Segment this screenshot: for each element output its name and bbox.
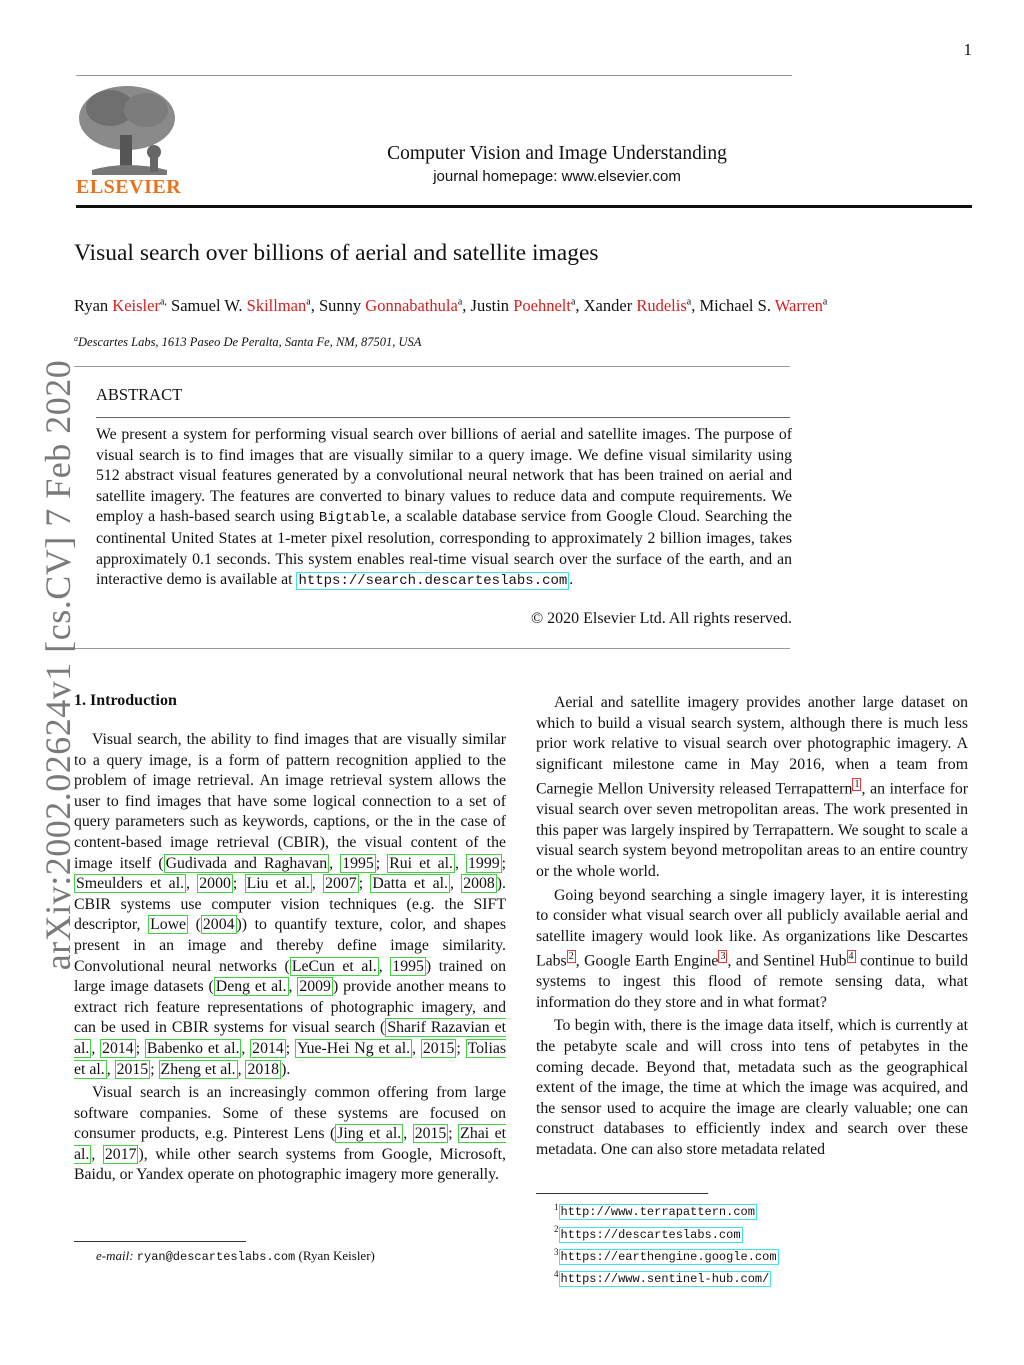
author-last-name[interactable]: Poehnelt — [513, 296, 571, 315]
citation-year-link[interactable]: 2014 — [102, 1039, 134, 1057]
abstract-top-rule — [74, 366, 790, 367]
author-last-name[interactable]: Keisler — [112, 296, 160, 315]
citation-link[interactable]: Deng et al. — [215, 978, 287, 996]
page-number: 1 — [963, 40, 972, 59]
header-top-rule — [76, 75, 792, 76]
author-list: Ryan Keisler$^{a,}$ Samuel W. Skillman$^a$, Sunny Gonnabathula$^a$, Justin Poehnelt$^a$, Xander Rudelis$^a$, Michael S. Warren$^a$ — [74, 296, 828, 315]
citation-link[interactable]: Jing et al. — [337, 1125, 402, 1143]
footnote: $^3$ https://earthengine.google.com — [554, 1246, 777, 1264]
citation-link[interactable]: Datta et al. — [372, 875, 448, 893]
section-heading-introduction: 1. Introduction — [74, 692, 177, 709]
footnote-url-link[interactable]: https://www.sentinel-hub.com/ — [560, 1272, 770, 1287]
demo-url-link[interactable]: https://search.descarteslabs.com — [298, 573, 568, 590]
footnote-ref[interactable]: 4 — [848, 951, 854, 963]
citation-link[interactable]: Rui et al. — [389, 854, 453, 872]
copyright-notice: © 2020 Elsevier Ltd. All rights reserved. — [531, 610, 792, 627]
right-column — [536, 693, 968, 1161]
footnote: $^1$ http://www.terrapattern.com — [554, 1202, 755, 1220]
citation-year-link[interactable]: 2015 — [116, 1060, 149, 1078]
left-column — [74, 730, 506, 1186]
citation-year-link[interactable]: 2007 — [325, 875, 357, 893]
citation-link[interactable]: Yue-Hei Ng et al. — [296, 1039, 411, 1057]
citation-link[interactable]: Smeulders et al. — [76, 875, 185, 893]
email-rule — [74, 1241, 246, 1242]
footnote-url-link[interactable]: https://earthengine.google.com — [560, 1249, 777, 1264]
intro-paragraph-2: Visual search is an increasingly common offering from large software companies. Some of these systems are focused on consumer products, e.g. Pinterest Lens ( Jing et al. , 2015 ; Zhai et al. , 2017 ), while other search systems from Google, Microsoft, Baidu, or Yandex operate on photographic imagery more generally. — [74, 1084, 507, 1184]
footnote-url-link[interactable]: http://www.terrapattern.com — [560, 1205, 755, 1220]
citation-year-link[interactable]: 2004 — [202, 916, 235, 934]
corresponding-email: e-mail: ryan@descarteslabs.com (Ryan Keisler) — [96, 1248, 375, 1264]
footnotes — [554, 1199, 779, 1288]
affiliation: $^a$Descartes Labs, 1613 Paseo De Peralta, Santa Fe, NM, 87501, USA — [74, 334, 422, 350]
abstract-head-rule — [96, 417, 790, 418]
citation-link[interactable]: Gudivada and Raghavan — [165, 854, 328, 872]
footnote-ref[interactable]: 1 — [854, 779, 860, 791]
citation-year-link[interactable]: 2000 — [199, 875, 231, 893]
abstract-heading: ABSTRACT — [96, 385, 183, 404]
citation-link[interactable]: Zhai et al. — [74, 1125, 506, 1163]
citation-year-link[interactable]: 2009 — [299, 978, 331, 996]
header-bottom-rule — [76, 205, 972, 208]
intro-paragraph-4: Going beyond searching a single imagery layer, it is interesting to consider what visual search over all publicly available aerial and satellite imagery would look like. As organizations like Descartes Labs $^2$ , Google Earth Engine $^3$ , and Sentinel Hub $^4$ continue to build systems to ingest this flood of remote sensing data, what information do they store and in what format? — [536, 886, 968, 1011]
author-last-name[interactable]: Warren — [774, 296, 823, 315]
intro-paragraph-5: To begin with, there is the image data itself, which is currently at the petabyte scale and will cross into tens of petabytes in the coming decade. Beyond that, metadata such as the geographical extent of the image, the time at which the image was acquired, and the sensor used to acquire the image are clearly valuable; one can construct databases to efficiently index and search over these metadata. One can also store metadata related — [536, 1017, 968, 1158]
arxiv-stamp: arXiv:2002.02624v1 [cs.CV] 7 Feb 2020 — [38, 359, 78, 971]
paper-title: Visual search over billions of aerial and satellite images — [74, 240, 599, 266]
citation-year-link[interactable]: 2015 — [414, 1125, 447, 1143]
author-last-name[interactable]: Gonnabathula — [365, 296, 458, 315]
citation-year-link[interactable]: 2014 — [252, 1039, 284, 1057]
citation-link[interactable]: Babenko et al. — [146, 1039, 240, 1057]
footnote-ref[interactable]: 2 — [568, 951, 574, 963]
author-last-name[interactable]: Skillman — [246, 296, 307, 315]
citation-link[interactable]: Tolias et al. — [74, 1039, 506, 1078]
citation-year-link[interactable]: 1995 — [392, 957, 424, 975]
journal-title: Computer Vision and Image Understanding — [387, 143, 727, 164]
footnote: $^4$ https://www.sentinel-hub.com/ — [554, 1268, 770, 1287]
footnote-url-link[interactable]: https://descarteslabs.com — [560, 1227, 741, 1242]
citation-year-link[interactable]: 2018 — [247, 1060, 280, 1078]
citation-year-link[interactable]: 1995 — [342, 854, 374, 872]
footnote-ref[interactable]: 3 — [720, 951, 726, 963]
abstract-bottom-rule — [74, 648, 790, 649]
citation-link[interactable]: Liu et al. — [246, 875, 310, 893]
email-address[interactable]: ryan@descarteslabs.com — [136, 1250, 296, 1264]
footnote: $^2$ https://descarteslabs.com — [554, 1224, 741, 1242]
citation-link[interactable]: Zheng et al. — [160, 1060, 236, 1078]
citation-year-link[interactable]: 1999 — [468, 854, 500, 872]
citation-link[interactable]: Lowe — [150, 916, 187, 934]
citation-year-link[interactable]: 2017 — [104, 1145, 137, 1163]
citation-year-link[interactable]: 2015 — [422, 1039, 455, 1057]
author-last-name[interactable]: Rudelis — [636, 296, 687, 315]
citation-year-link[interactable]: 2008 — [463, 875, 495, 893]
intro-paragraph-1: Visual search, the ability to find images that are visually similar to a query image, is a form of pattern recognition applied to the problem of image retrieval. An image retrieval system allows the user to find images that have some logical connection to a set of query parameters such as keywords, captions, or the in the case of content-based image retrieval (CBIR), the visual content of the image itself ( Gudivada and Raghavan , 1995 ; Rui et al. , 1999 ; Smeulders et al. , 2000 ; Liu et al. , 2007 ; Datta et al. , 2008 ). CBIR systems use computer vision techniques (e.g. the SIFT descriptor, Lowe ( 2004 )) to quantify texture, color, and shapes present in an image and thereby define image similarity. Convolutional neural networks ( LeCun et al. , 1995 ) trained on large image datasets ( Deng et al. , 2009 ) provide another means to extract rich feature representations of photographic imagery, and can be used in CBIR systems for visual search ( Sharif Razavian et al. , 2014 ; Babenko et al. , 2014 ; Yue-Hei Ng et al. , 2015 ; Tolias et al. , 2015 ; Zheng et al. , 2018 ). — [74, 731, 506, 1078]
citation-link[interactable]: LeCun et al. — [291, 957, 377, 975]
footnote-rule — [536, 1193, 708, 1194]
bigtable-code: Bigtable — [318, 510, 387, 527]
elsevier-wordmark: ELSEVIER — [76, 176, 182, 198]
abstract-text: We present a system for performing visual search over billions of aerial and satellite images. The purpose of visual search is to find images that are visually similar to a query image. We define visual similarity using 512 abstract visual features generated by a convolutional neural network that has been trained on aerial and satellite imagery. The features are converted to binary values to reduce data and compute requirements. We employ a hash-based search using Bigtable, a scalable database service from Google Cloud. Searching the continental United States at 1-meter pixel resolution, corresponding to approximately 2 billion images, takes approximately 0.1 seconds. This system enables real-time visual search over the surface of the earth, and an interactive demo is available at https://search.descarteslabs.com . — [96, 426, 792, 590]
citation-link[interactable]: Sharif Razavian et al. — [74, 1019, 506, 1057]
intro-paragraph-3: Aerial and satellite imagery provides another large dataset on which to build a visual search system, although there is much less prior work relative to visual search over photographic imagery. A significant milestone came in May 2016, when a team from Carnegie Mellon University released Terrapattern $^1$ , an interface for visual search over seven metropolitan areas. The work presented in this paper was largely inspired by Terrapattern. We sought to scale a visual search system beyond metropolitan areas to an entire country or the whole world. — [536, 694, 968, 881]
journal-homepage: journal homepage: www.elsevier.com — [433, 168, 681, 185]
